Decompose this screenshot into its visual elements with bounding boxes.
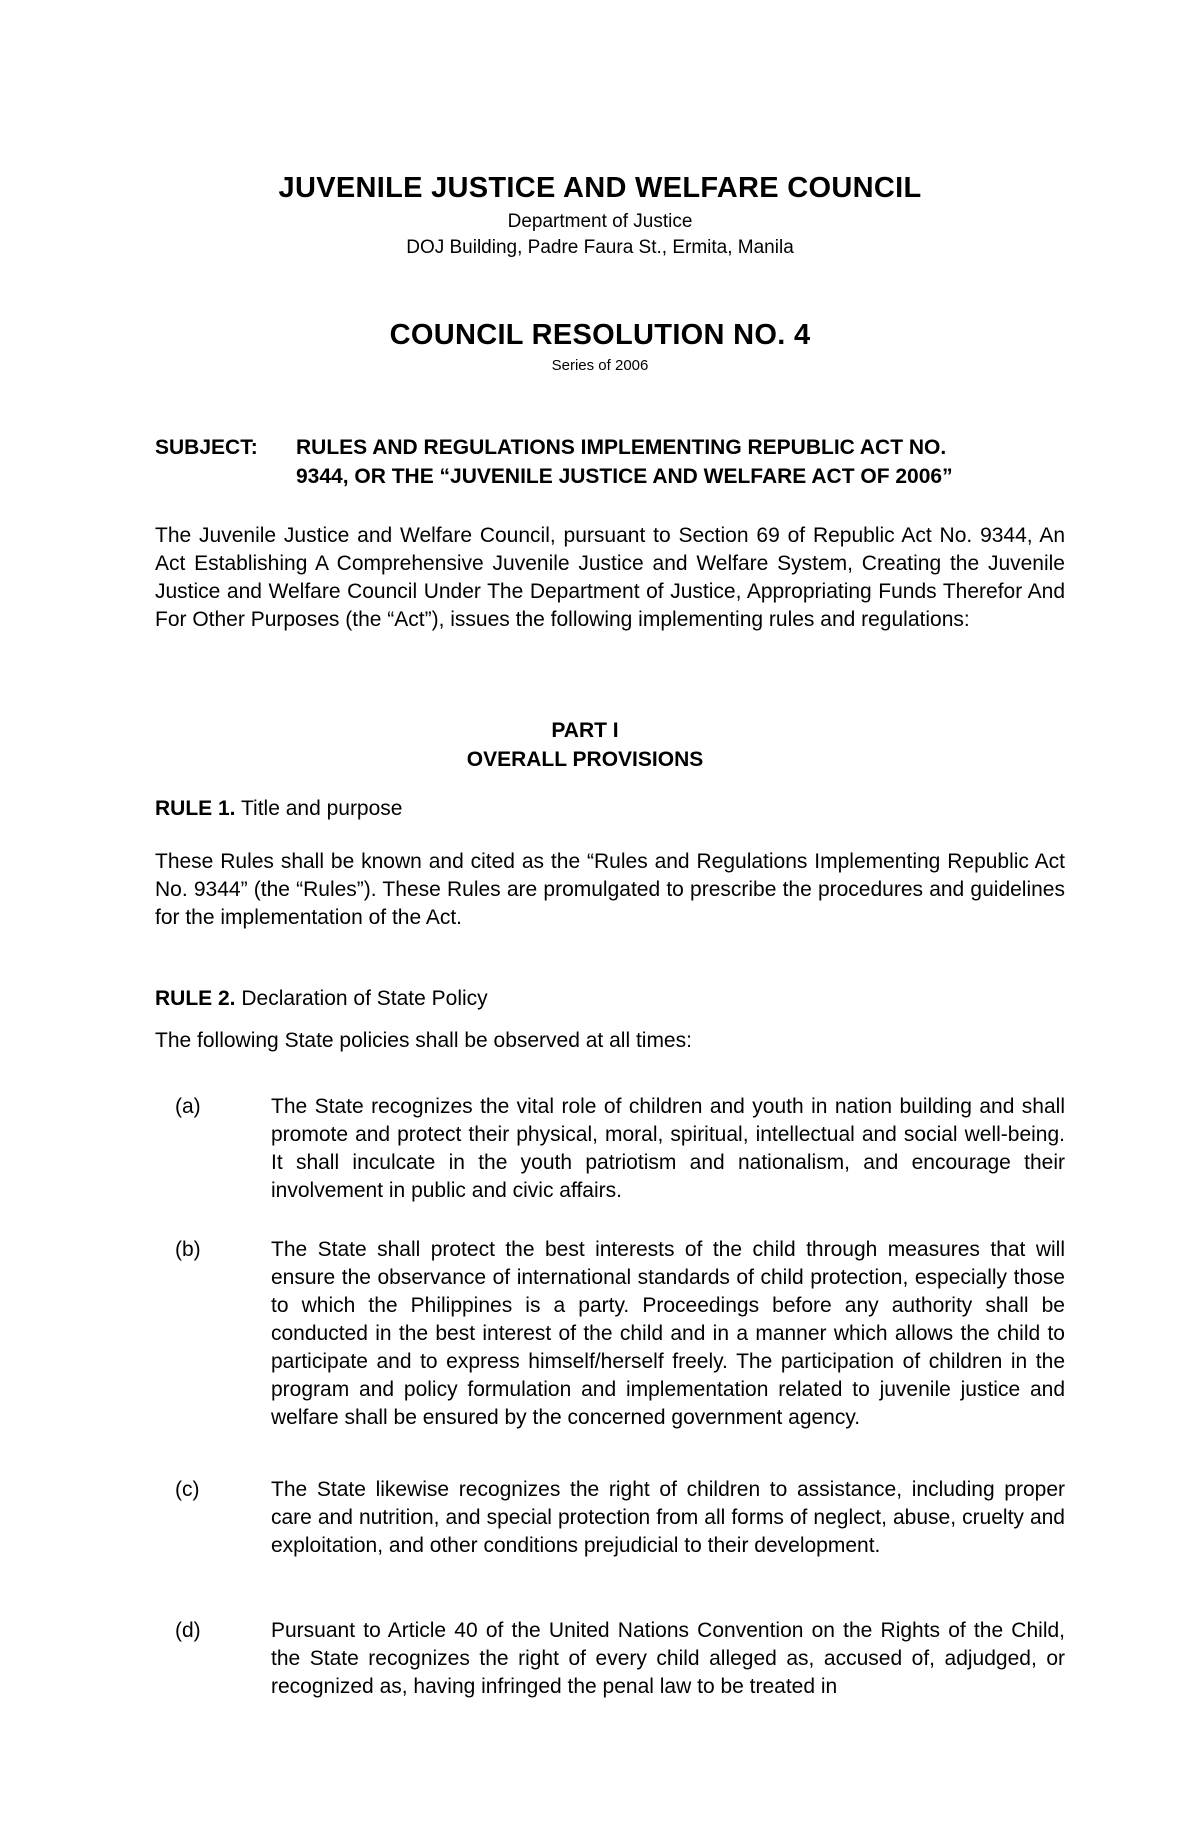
policy-item-text: The State shall protect the best interests of the child through measures that will ensure the observance of international standards of child protection, especially those to which the Philippines is a party. Proceedings before any authority shall be conducted in the best interest of the child and in a manner which allows the child to participate and to express himself/herself freely. The participation of children in the program and policy formulation and implementation related to juvenile justice and welfare shall be ensured by the concerned government agency. [271, 1238, 1065, 1429]
subject-text [296, 433, 1066, 491]
rule-1-label: RULE 1. [155, 797, 236, 820]
resolution-series: Series of 2006 [551, 357, 649, 374]
subject-line-1: RULES AND REGULATIONS IMPLEMENTING REPUBLIC ACT NO. [296, 436, 947, 459]
policy-item-label: (b) [175, 1238, 201, 1261]
policy-item-label: (d) [175, 1619, 201, 1642]
part-number: PART I [551, 719, 619, 742]
intro-paragraph: The Juvenile Justice and Welfare Council, pursuant to Section 69 of Republic Act No. 9344, An Act Establishing A Comprehensive Juvenile Justice and Welfare System, Creating the Juvenile Justice and Welfare Council Under The Department of Justice, Appropriating Funds Therefor And For Other Purposes (the “Act”), issues the following implementing rules and regulations: [155, 524, 1065, 631]
rule-2-title: Declaration of State Policy [241, 987, 488, 1010]
address-line: DOJ Building, Padre Faura St., Ermita, Manila [406, 237, 794, 258]
policy-item-text: The State recognizes the vital role of children and youth in nation building and shall promote and protect their physical, moral, spiritual, intellectual and social well-being. It shall inculcate in the youth patriotism and nationalism, and encourage their involvement in public and civic affairs. [271, 1095, 1065, 1202]
policy-item-label: (a) [175, 1095, 201, 1118]
policy-item-label: (c) [175, 1478, 200, 1501]
policy-item-text: Pursuant to Article 40 of the United Nations Convention on the Rights of the Child, the State recognizes the right of every child alleged as, accused of, adjudged, or recognized as, having infringed the penal law to be treated in [271, 1619, 1065, 1698]
rule-2-heading [155, 985, 488, 1013]
rule-2-label: RULE 2. [155, 987, 236, 1010]
council-name-heading: JUVENILE JUSTICE AND WELFARE COUNCIL [278, 172, 922, 204]
rule-1-body: These Rules shall be known and cited as the “Rules and Regulations Implementing Republic Act No. 9344” (the “Rules”). These Rules are promulgated to prescribe the procedures and guidelines for the implementation of the Act. [155, 850, 1065, 929]
rule-1-heading [155, 795, 402, 823]
subject-line-2: 9344, OR THE “JUVENILE JUSTICE AND WELFARE ACT OF 2006” [296, 465, 953, 488]
subject-label: SUBJECT: [155, 436, 258, 459]
rule-2-intro: The following State policies shall be observed at all times: [155, 1029, 692, 1052]
resolution-title: COUNCIL RESOLUTION NO. 4 [389, 319, 811, 351]
department-line: Department of Justice [507, 211, 693, 232]
policy-item-text: The State likewise recognizes the right of children to assistance, including proper care and nutrition, and special protection from all forms of neglect, abuse, cruelty and exploitation, and other conditions prejudicial to their development. [271, 1478, 1065, 1557]
rule-1-title: Title and purpose [240, 797, 403, 820]
part-title: OVERALL PROVISIONS [466, 748, 704, 771]
part-heading [420, 716, 750, 774]
